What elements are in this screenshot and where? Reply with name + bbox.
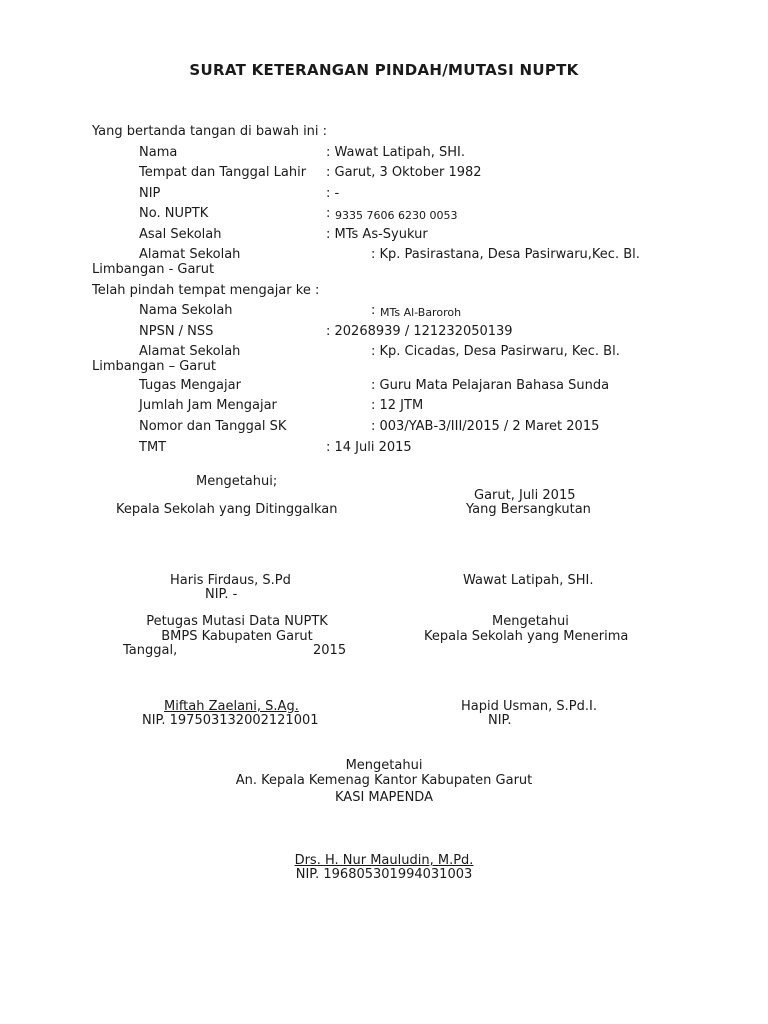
value-alamat-asal-cont: Limbangan - Garut xyxy=(92,262,215,277)
moved-intro: Telah pindah tempat mengajar ke : xyxy=(92,283,320,298)
value-nama: : Wawat Latipah, SHI. xyxy=(326,145,465,160)
petugas-title-1: Petugas Mutasi Data NUPTK xyxy=(146,614,328,629)
left-role: Kepala Sekolah yang Ditinggalkan xyxy=(116,502,338,517)
mengetahui-3: Mengetahui xyxy=(345,758,423,773)
colon-nama-sekolah: : xyxy=(371,303,376,318)
left-signer-nip: NIP. - xyxy=(205,587,238,602)
label-nama: Nama xyxy=(139,145,178,160)
value-tugas: : Guru Mata Pelajaran Bahasa Sunda xyxy=(371,378,610,393)
label-jam: Jumlah Jam Mengajar xyxy=(139,398,277,413)
petugas-name: Miftah Zaelani, S.Ag. xyxy=(164,699,299,714)
value-nip: : - xyxy=(326,186,340,201)
colon-nuptk: : xyxy=(326,206,331,221)
label-tmt: TMT xyxy=(139,440,167,455)
value-alamat-asal: : Kp. Pasirastana, Desa Pasirwaru,Kec. Bl. xyxy=(371,247,640,262)
kasi-name: Drs. H. Nur Mauludin, M.Pd. xyxy=(294,853,474,868)
kemenag-role: An. Kepala Kemenag Kantor Kabupaten Garut xyxy=(235,773,533,788)
right-signer-name: Wawat Latipah, SHI. xyxy=(463,573,594,588)
value-nama-sekolah: MTs Al-Baroroh xyxy=(380,306,462,319)
document-title: SURAT KETERANGAN PINDAH/MUTASI NUPTK xyxy=(189,61,579,79)
label-alamat-asal: Alamat Sekolah xyxy=(139,247,241,262)
kasi-title: KASI MAPENDA xyxy=(335,790,433,805)
petugas-title-2: BMPS Kabupaten Garut xyxy=(161,629,313,644)
receiving-role: Kepala Sekolah yang Menerima xyxy=(424,629,629,644)
label-ttl: Tempat dan Tanggal Lahir xyxy=(139,165,307,180)
mengetahui-1: Mengetahui; xyxy=(196,474,278,489)
value-alamat-tujuan: : Kp. Cicadas, Desa Pasirwaru, Kec. Bl. xyxy=(371,344,620,359)
value-tmt: : 14 Juli 2015 xyxy=(326,440,412,455)
right-role: Yang Bersangkutan xyxy=(466,502,591,517)
label-nip: NIP xyxy=(139,186,161,201)
petugas-nip: NIP. 197503132002121001 xyxy=(142,713,319,728)
kasi-nip: NIP. 196805301994031003 xyxy=(295,867,473,882)
value-alamat-tujuan-cont: Limbangan – Garut xyxy=(92,359,216,374)
intro-text: Yang bertanda tangan di bawah ini : xyxy=(92,124,328,139)
value-ttl: : Garut, 3 Oktober 1982 xyxy=(326,165,482,180)
tanggal-label: Tanggal, xyxy=(123,643,178,658)
receiving-nip: NIP. xyxy=(488,713,512,728)
label-npsn: NPSN / NSS xyxy=(139,324,214,339)
label-sk: Nomor dan Tanggal SK xyxy=(139,419,287,434)
label-tugas: Tugas Mengajar xyxy=(139,378,241,393)
value-asal-sekolah: : MTs As-Syukur xyxy=(326,227,428,242)
place-date: Garut, Juli 2015 xyxy=(474,488,576,503)
value-npsn: : 20268939 / 121232050139 xyxy=(326,324,513,339)
receiving-name: Hapid Usman, S.Pd.I. xyxy=(461,699,597,714)
value-jam: : 12 JTM xyxy=(371,398,424,413)
value-sk: : 003/YAB-3/III/2015 / 2 Maret 2015 xyxy=(371,419,600,434)
value-nuptk: 9335 7606 6230 0053 xyxy=(335,209,458,222)
tanggal-year: 2015 xyxy=(313,643,347,658)
label-asal-sekolah: Asal Sekolah xyxy=(139,227,222,242)
left-signer-name: Haris Firdaus, S.Pd xyxy=(170,573,291,588)
mengetahui-2: Mengetahui xyxy=(492,614,569,629)
label-nama-sekolah: Nama Sekolah xyxy=(139,303,233,318)
label-nuptk: No. NUPTK xyxy=(139,206,209,221)
label-alamat-tujuan: Alamat Sekolah xyxy=(139,344,241,359)
